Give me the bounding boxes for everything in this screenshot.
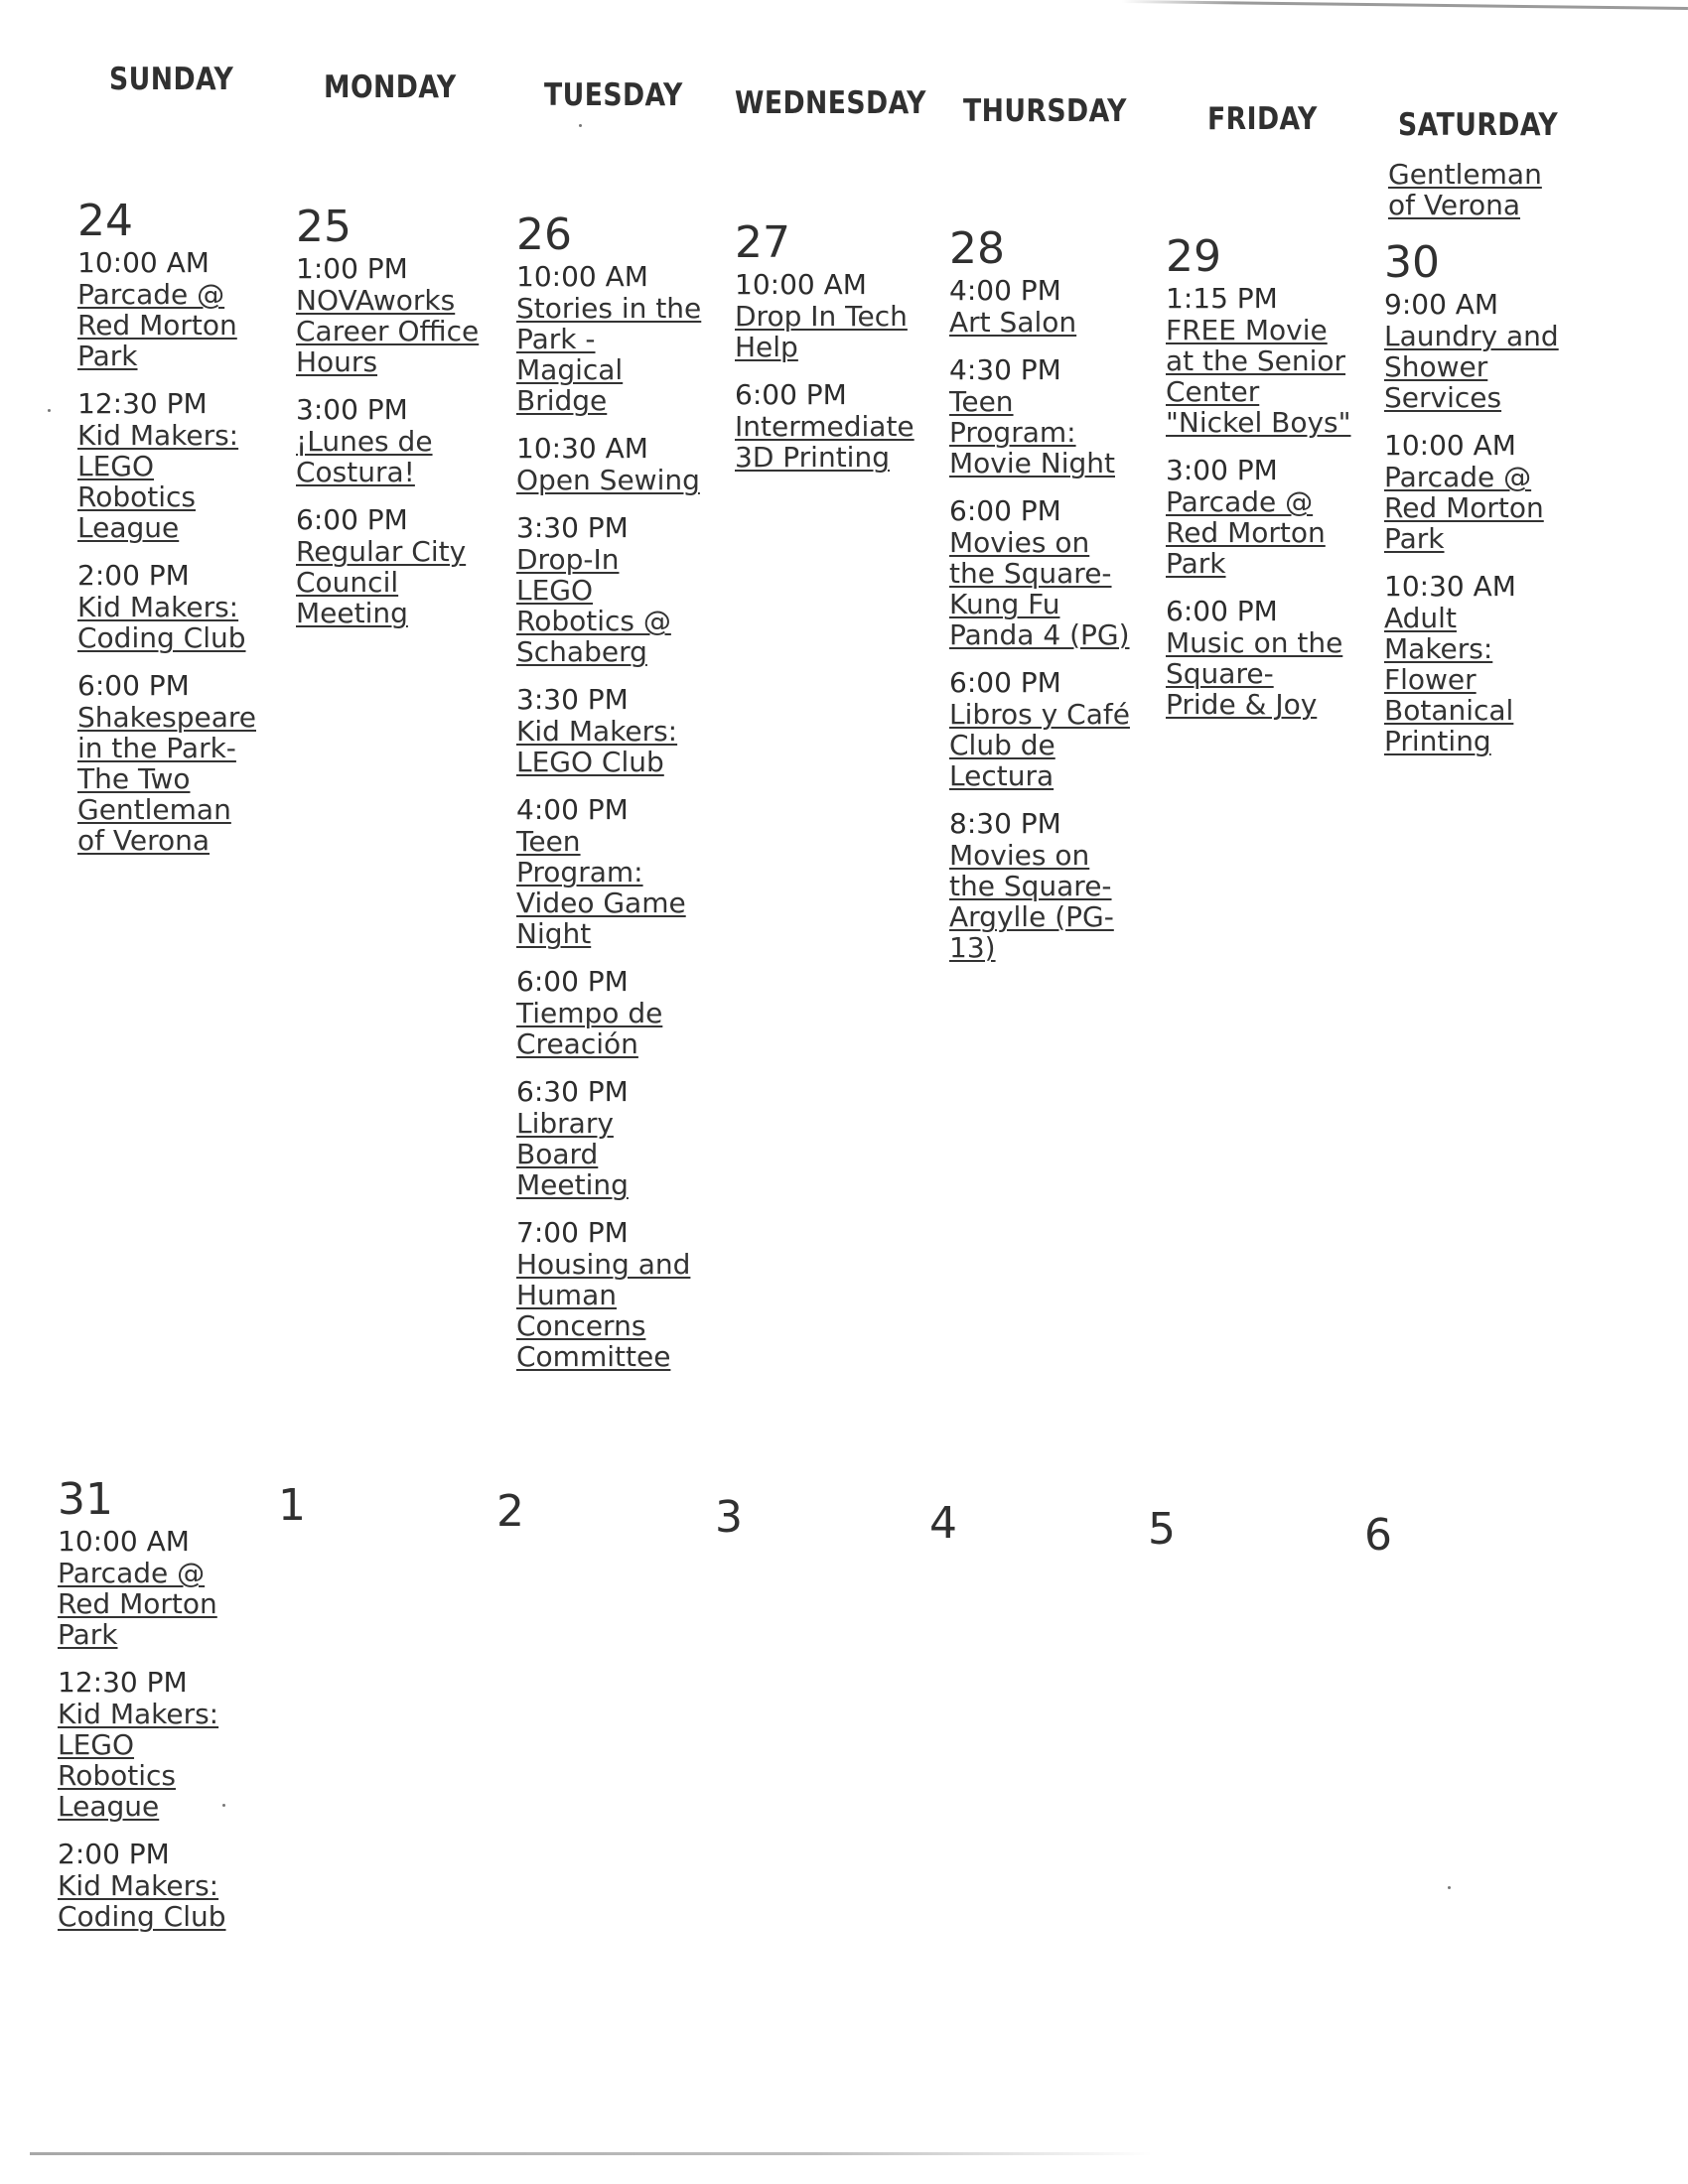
day-number: 3 xyxy=(715,1492,743,1543)
event-time: 10:30 AM xyxy=(1384,570,1516,603)
event-title-link[interactable]: NOVAworks Career Office Hours xyxy=(296,284,480,378)
day-cell xyxy=(929,1498,1143,1549)
scan-speck xyxy=(222,1804,225,1807)
calendar-event xyxy=(1384,570,1598,756)
event-title-link[interactable]: Parcade @ Red Morton Park xyxy=(1166,485,1326,580)
event-time: 10:00 AM xyxy=(58,1525,190,1558)
calendar-event xyxy=(77,246,291,371)
event-time: 3:30 PM xyxy=(516,683,629,716)
event-time: 3:00 PM xyxy=(1166,454,1278,486)
scan-speck xyxy=(579,124,582,127)
event-title-link[interactable]: Open Sewing xyxy=(516,464,700,496)
event-time: 8:30 PM xyxy=(949,807,1061,840)
event-title-link[interactable]: Art Salon xyxy=(949,306,1077,339)
event-time: 6:00 PM xyxy=(949,494,1061,527)
event-time: 10:00 AM xyxy=(1384,429,1516,462)
calendar-event xyxy=(58,1525,271,1650)
event-title-link[interactable]: Adult Makers: Flower Botanical Printing xyxy=(1384,602,1514,757)
event-title-link[interactable]: Kid Makers: LEGO Robotics League xyxy=(77,419,239,544)
day-number: 6 xyxy=(1364,1510,1392,1561)
day-cell xyxy=(735,217,948,488)
event-title-link[interactable]: Stories in the Park - Magical Bridge xyxy=(516,292,702,417)
calendar-event xyxy=(58,1838,271,1932)
day-cell xyxy=(715,1492,928,1543)
event-title-link[interactable]: Drop In Tech Help xyxy=(735,300,908,363)
event-time: 1:15 PM xyxy=(1166,282,1278,315)
calendar-event xyxy=(516,432,730,495)
event-title-link[interactable]: Parcade @ Red Morton Park xyxy=(77,278,237,372)
day-number: 28 xyxy=(949,223,1005,274)
event-time: 2:00 PM xyxy=(58,1838,170,1870)
event-time: 1:00 PM xyxy=(296,252,408,285)
event-time: 3:30 PM xyxy=(516,511,629,544)
calendar-event xyxy=(1384,288,1598,413)
day-number: 31 xyxy=(58,1474,113,1525)
event-title-link[interactable]: Library Board Meeting xyxy=(516,1107,629,1201)
event-title-link[interactable]: Kid Makers: LEGO Club xyxy=(516,715,678,778)
event-title-link[interactable]: Teen Program: Movie Night xyxy=(949,385,1115,479)
event-time: 9:00 AM xyxy=(1384,288,1499,321)
day-number: 30 xyxy=(1384,237,1440,288)
day-number: 29 xyxy=(1166,231,1221,282)
event-time: 10:00 AM xyxy=(516,260,648,293)
day-cell xyxy=(496,1486,710,1537)
calendar-event xyxy=(516,1075,730,1200)
day-number: 1 xyxy=(278,1480,306,1531)
saturday-carryover-event[interactable]: Gentleman of Verona xyxy=(1388,158,1542,221)
event-time: 6:00 PM xyxy=(516,965,629,998)
weekday-header-6: SATURDAY xyxy=(1398,107,1559,143)
weekday-header-5: FRIDAY xyxy=(1207,101,1318,137)
calendar-event xyxy=(949,666,1163,791)
event-time: 12:30 PM xyxy=(77,387,208,420)
event-title-link[interactable]: Music on the Square- Pride & Joy xyxy=(1166,626,1343,721)
weekday-header-0: SUNDAY xyxy=(109,62,234,97)
calendar-event xyxy=(949,807,1163,963)
event-time: 4:30 PM xyxy=(949,353,1061,386)
day-number: 26 xyxy=(516,209,572,260)
calendar-event xyxy=(735,268,948,362)
calendar-event xyxy=(77,559,291,653)
event-title-link[interactable]: Regular City Council Meeting xyxy=(296,535,467,629)
day-cell xyxy=(77,196,291,872)
weekday-header-2: TUESDAY xyxy=(544,77,683,113)
event-time: 4:00 PM xyxy=(516,793,629,826)
calendar-event xyxy=(949,274,1163,338)
event-title-link[interactable]: Parcade @ Red Morton Park xyxy=(1384,461,1544,555)
day-number: 2 xyxy=(496,1486,524,1537)
day-number: 27 xyxy=(735,217,790,268)
event-time: 10:30 AM xyxy=(516,432,648,465)
calendar-event xyxy=(77,387,291,543)
event-time: 6:00 PM xyxy=(1166,595,1278,627)
event-title-link[interactable]: Tiempo de Creación xyxy=(516,997,663,1060)
calendar-event xyxy=(1166,282,1379,438)
calendar-event xyxy=(949,353,1163,478)
calendar-event xyxy=(1166,595,1379,720)
event-title-link[interactable]: Kid Makers: Coding Club xyxy=(58,1869,226,1933)
event-time: 10:00 AM xyxy=(735,268,867,301)
event-title-link[interactable]: Libros y Café Club de Lectura xyxy=(949,698,1130,792)
day-cell xyxy=(1166,231,1379,736)
weekday-header-4: THURSDAY xyxy=(963,93,1127,129)
calendar-event xyxy=(516,511,730,667)
day-number: 5 xyxy=(1148,1504,1176,1555)
calendar-event xyxy=(516,683,730,777)
calendar-event xyxy=(735,378,948,473)
scan-speck xyxy=(48,409,51,412)
calendar-event xyxy=(58,1666,271,1822)
calendar-event xyxy=(516,793,730,949)
event-time: 6:00 PM xyxy=(949,666,1061,699)
event-title-link[interactable]: Movies on the Square- Kung Fu Panda 4 (PG) xyxy=(949,526,1130,651)
calendar-event xyxy=(296,393,509,487)
calendar-event xyxy=(1166,454,1379,579)
scan-edge-top xyxy=(1122,0,1688,10)
event-time: 12:30 PM xyxy=(58,1666,188,1699)
event-time: 7:00 PM xyxy=(516,1216,629,1249)
day-cell xyxy=(516,209,730,1388)
event-time: 6:30 PM xyxy=(516,1075,629,1108)
day-cell xyxy=(278,1480,492,1531)
day-cell xyxy=(58,1474,271,1948)
event-time: 10:00 AM xyxy=(77,246,210,279)
day-cell xyxy=(1384,237,1598,772)
event-title-link[interactable]: Kid Makers: LEGO Robotics League xyxy=(58,1698,219,1823)
day-number: 4 xyxy=(929,1498,957,1549)
calendar-event xyxy=(516,965,730,1059)
event-time: 3:00 PM xyxy=(296,393,408,426)
scan-edge-bottom xyxy=(30,2152,1152,2155)
day-cell xyxy=(1364,1510,1578,1561)
event-time: 6:00 PM xyxy=(77,669,190,702)
event-title-link[interactable]: Intermediate 3D Printing xyxy=(735,410,914,474)
event-time: 4:00 PM xyxy=(949,274,1061,307)
day-number: 25 xyxy=(296,202,352,252)
event-title-link[interactable]: Laundry and Shower Services xyxy=(1384,320,1559,414)
calendar-event xyxy=(949,494,1163,650)
event-title-link[interactable]: Housing and Human Concerns Committee xyxy=(516,1248,691,1373)
event-title-link[interactable]: Drop-In LEGO Robotics @ Schaberg xyxy=(516,543,671,668)
event-title-link[interactable]: Movies on the Square- Argylle (PG- 13) xyxy=(949,839,1114,964)
event-title-link[interactable]: Teen Program: Video Game Night xyxy=(516,825,686,950)
calendar-event xyxy=(516,260,730,416)
event-title-link[interactable]: Shakespeare in the Park- The Two Gentleman of Verona xyxy=(77,701,256,857)
weekday-header-1: MONDAY xyxy=(324,69,457,105)
calendar-event xyxy=(516,1216,730,1372)
calendar-event xyxy=(77,669,291,856)
event-time: 6:00 PM xyxy=(296,503,408,536)
event-title-link[interactable]: FREE Movie at the Senior Center "Nickel Boys" xyxy=(1166,314,1351,439)
event-title-link[interactable]: Kid Makers: Coding Club xyxy=(77,591,246,654)
scan-speck xyxy=(1448,1886,1451,1889)
weekday-header-3: WEDNESDAY xyxy=(735,85,926,121)
day-number: 24 xyxy=(77,196,133,246)
calendar-event xyxy=(296,503,509,628)
day-cell xyxy=(1148,1504,1361,1555)
event-title-link[interactable]: ¡Lunes de Costura! xyxy=(296,425,433,488)
event-time: 6:00 PM xyxy=(735,378,847,411)
event-title-link[interactable]: Parcade @ Red Morton Park xyxy=(58,1557,217,1651)
event-time: 2:00 PM xyxy=(77,559,190,592)
day-cell xyxy=(296,202,509,644)
calendar-event xyxy=(296,252,509,377)
calendar-event xyxy=(1384,429,1598,554)
day-cell xyxy=(949,223,1163,979)
